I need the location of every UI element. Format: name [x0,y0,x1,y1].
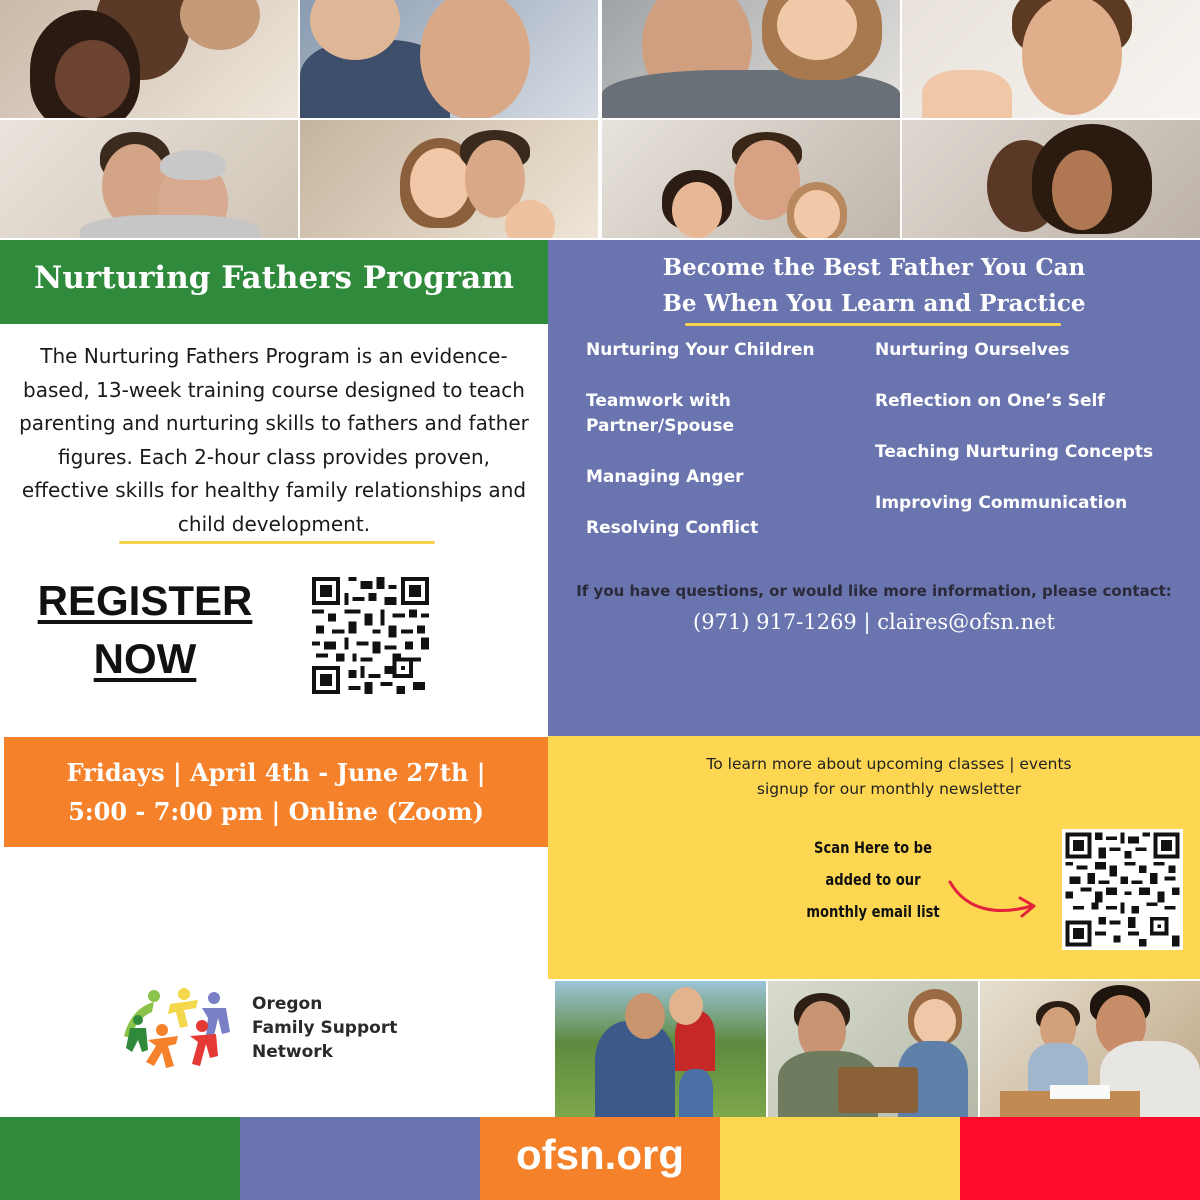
contact-question: If you have questions, or would like more information, please contact: [576,582,1172,600]
website-link[interactable]: ofsn.org [516,1131,684,1178]
topic-reflection: Reflection on One’s Self [875,391,1105,411]
photo-son-grandfather [0,120,298,238]
contact-info[interactable]: (971) 917-1269 | claires@ofsn.net [693,610,1055,634]
scan-instructions [803,832,942,928]
newsletter-intro [548,752,1200,802]
ofsn-name-line3: Network [252,1042,333,1062]
photo-father-son-daughter [602,120,900,238]
scan-line3: monthly email list [806,902,940,921]
photo-father-daughter-crafting [768,981,978,1119]
program-title-banner [0,240,548,324]
ofsn-name-line2: Family Support [252,1018,398,1038]
photo-father-kid-embrace [602,0,900,118]
ofsn-name [252,992,397,1064]
topic-teamwork: Teamwork with Partner/Spouse [586,391,735,436]
register-now-link[interactable] [20,574,270,686]
learn-title-line2: Be When You Learn and Practice [662,290,1086,317]
newsletter-panel [548,736,1200,979]
arrow-right-icon [946,876,1046,926]
learn-title-underline [685,323,1061,326]
topic-communication: Improving Communication [875,493,1128,513]
family-figures-icon [118,986,244,1072]
newsletter-line2: signup for our monthly newsletter [756,780,1022,798]
learn-topics-panel [548,240,1200,736]
program-description: The Nurturing Fathers Program is an evidence-based, 13-week training course designed to teach parenting and nurturing skills to fathers and father figures. Each 2-hour class provides proven, effective skills for healthy family relationships and child development. [19,344,529,536]
register-qr-code[interactable] [312,577,429,694]
description-underline [119,541,435,544]
program-title: Nurturing Fathers Program [34,260,514,296]
topic-managing-anger: Managing Anger [586,467,744,487]
scan-line1: Scan Here to be [814,838,932,857]
footer-bar [0,1117,1200,1200]
footer-segment-purple [240,1117,480,1200]
photo-father-two-daughters [300,120,598,238]
newsletter-qr-code[interactable] [1062,829,1183,950]
schedule-line1: Fridays | April 4th - June 27th | [66,758,486,787]
schedule-line2: 5:00 - 7:00 pm | Online (Zoom) [68,797,484,826]
photo-father-son-homework [980,981,1200,1119]
ofsn-name-line1: Oregon [252,994,323,1014]
ofsn-logo [118,986,244,1072]
topic-teaching-concepts: Teaching Nurturing Concepts [875,442,1154,462]
topic-nurturing-children: Nurturing Your Children [586,340,815,360]
register-line1: REGISTER [37,577,253,624]
learn-title [548,250,1200,322]
newsletter-line1: To learn more about upcoming classes | events [706,755,1072,773]
photo-smiling-man-child [902,0,1200,118]
scan-line2: added to our [825,870,921,889]
photo-father-son-hug [300,0,598,118]
footer-segment-yellow [720,1117,960,1200]
learn-title-line1: Become the Best Father You Can [662,254,1086,281]
topic-resolving-conflict: Resolving Conflict [586,518,759,538]
photo-father-daughter-curly [902,120,1200,238]
schedule-banner [4,737,548,847]
register-line2: NOW [93,635,197,682]
photo-father-daughter-smiling [0,0,298,118]
photo-father-son-park [555,981,766,1119]
topic-nurturing-ourselves: Nurturing Ourselves [875,340,1070,360]
footer-segment-red [960,1117,1200,1200]
footer-segment-green [0,1117,240,1200]
